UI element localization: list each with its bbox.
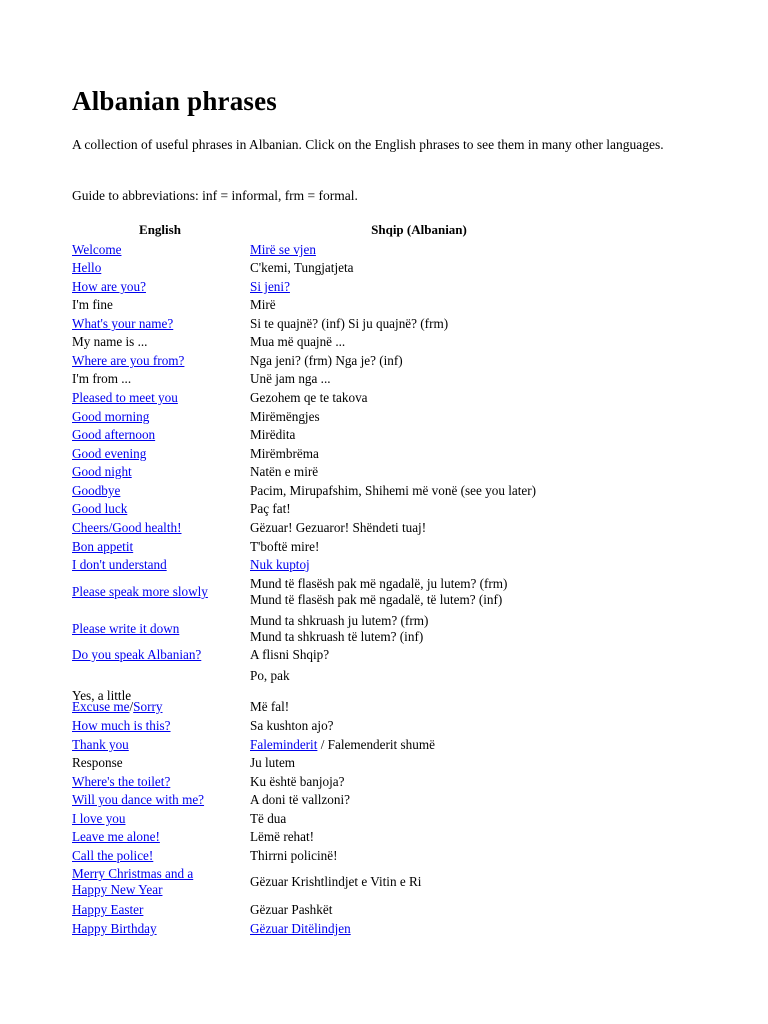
table-row: [72, 426, 672, 444]
english-phrase-text: Yes, a little: [72, 688, 132, 703]
albanian-phrase-cell: [250, 717, 670, 735]
english-phrase-cell: [72, 736, 248, 754]
table-row: [72, 920, 672, 938]
english-phrase-cell: [72, 463, 248, 481]
albanian-phrase-cell: [250, 575, 670, 609]
table-row: [72, 810, 672, 828]
albanian-phrase-cell: [250, 389, 670, 407]
albanian-phrase-text: Pacim, Mirupafshim, Shihemi më vonë (see you later): [250, 483, 537, 498]
english-phrase-link[interactable]: Goodbye: [72, 483, 121, 498]
table-row: [72, 754, 672, 772]
table-row: [72, 901, 672, 919]
albanian-phrase-cell: [250, 500, 670, 518]
albanian-phrase-text: A doni të vallzoni?: [250, 792, 350, 807]
albanian-phrase-text: Paç fat!: [250, 501, 291, 516]
albanian-phrase-text: Mirëmëngjes: [250, 409, 320, 424]
albanian-phrase-text: Mund ta shkruash ju lutem? (frm): [250, 613, 429, 628]
albanian-phrase-cell: [250, 259, 670, 277]
table-row: [72, 866, 672, 898]
english-phrase-link[interactable]: I don't understand: [72, 557, 167, 572]
albanian-phrase-cell: [250, 828, 670, 846]
english-phrase-cell: [72, 646, 248, 664]
english-phrase-link[interactable]: Do you speak Albanian?: [72, 647, 202, 662]
english-phrase-cell: [72, 810, 248, 828]
english-phrase-link[interactable]: How are you?: [72, 279, 146, 294]
english-phrase-cell: [72, 408, 248, 426]
albanian-phrase-text: Gezohem qe te takova: [250, 390, 368, 405]
english-phrase-cell: [72, 828, 248, 846]
english-phrase-link[interactable]: What's your name?: [72, 316, 174, 331]
english-phrase-cell: [72, 296, 248, 314]
albanian-phrase-text: Mirëmbrëma: [250, 446, 319, 461]
albanian-phrase-link[interactable]: Si jeni?: [250, 279, 290, 294]
table-row: [72, 556, 672, 574]
albanian-phrase-text: Lëmë rehat!: [250, 829, 315, 844]
albanian-phrase-text: Ku është banjoja?: [250, 774, 345, 789]
english-phrase-link[interactable]: Leave me alone!: [72, 829, 160, 844]
table-row: [72, 847, 672, 865]
albanian-phrase-text: Po, pak: [250, 668, 290, 683]
english-phrase-link[interactable]: Excuse me: [72, 699, 130, 714]
albanian-phrase-cell: [250, 736, 670, 754]
english-phrase-link[interactable]: Where's the toilet?: [72, 774, 171, 789]
english-phrase-link[interactable]: Call the police!: [72, 848, 154, 863]
english-phrase-link[interactable]: Cheers/Good health!: [72, 520, 182, 535]
english-phrase-cell: [72, 426, 248, 444]
table-row: [72, 482, 672, 500]
albanian-phrase-text: Mirë: [250, 297, 276, 312]
albanian-phrase-text: Ju lutem: [250, 755, 296, 770]
albanian-phrase-cell: [250, 445, 670, 463]
albanian-phrase-cell: [250, 241, 670, 259]
english-phrase-link[interactable]: Pleased to meet you: [72, 390, 178, 405]
english-phrase-cell: [72, 241, 248, 259]
english-phrase-link[interactable]: Good afternoon: [72, 427, 156, 442]
albanian-phrase-cell: [250, 773, 670, 791]
albanian-phrase-text: / Falemenderit shumë: [317, 737, 435, 752]
table-row: [72, 259, 672, 277]
table-row: [72, 463, 672, 481]
english-phrase-cell: [72, 920, 248, 938]
english-phrase-cell: [72, 901, 248, 919]
english-phrase-link[interactable]: Where are you from?: [72, 353, 185, 368]
table-row: [72, 445, 672, 463]
english-phrase-link[interactable]: Good luck: [72, 501, 128, 516]
table-row: [72, 612, 672, 646]
albanian-phrase-cell: [250, 296, 670, 314]
english-phrase-text: /: [129, 699, 134, 714]
albanian-phrase-text: Më fal!: [250, 699, 290, 714]
english-phrase-link[interactable]: Thank you: [72, 737, 129, 752]
albanian-phrase-cell: [250, 847, 670, 865]
albanian-phrase-cell: [250, 791, 670, 809]
albanian-phrase-cell: [250, 278, 670, 296]
albanian-phrase-link[interactable]: Faleminderit: [250, 737, 318, 752]
table-row: [72, 278, 672, 296]
albanian-phrase-text: Mund të flasësh pak më ngadalë, ju lutem? (frm): [250, 576, 508, 591]
english-phrase-link[interactable]: Bon appetit: [72, 539, 134, 554]
albanian-phrase-cell: [250, 333, 670, 351]
english-phrase-link[interactable]: Good morning: [72, 409, 150, 424]
albanian-phrase-cell: [250, 920, 670, 938]
abbreviation-guide: Guide to abbreviations: inf = informal, frm = formal.: [72, 188, 358, 203]
table-row: [72, 389, 672, 407]
albanian-phrase-cell: [250, 810, 670, 828]
table-row: [72, 315, 672, 333]
english-phrase-link[interactable]: Please write it down: [72, 621, 180, 636]
english-phrase-link[interactable]: Happy Birthday: [72, 921, 157, 936]
albanian-phrase-cell: [250, 482, 670, 500]
english-phrase-text: My name is ...: [72, 334, 148, 349]
table-row: [72, 736, 672, 754]
albanian-phrase-cell: [250, 754, 670, 772]
albanian-phrase-text: A flisni Shqip?: [250, 647, 330, 662]
albanian-phrase-text: Gëzuar Krishtlindjet e Vitin e Ri: [250, 874, 422, 889]
english-phrase-link[interactable]: How much is this?: [72, 718, 171, 733]
table-row: [72, 500, 672, 518]
table-row: [72, 296, 672, 314]
intro-paragraph: A collection of useful phrases in Albanian. Click on the English phrases to see them in many other languages.: [72, 137, 664, 152]
albanian-phrase-text: Të dua: [250, 811, 287, 826]
english-phrase-cell: [72, 791, 248, 809]
albanian-phrase-cell: [250, 315, 670, 333]
albanian-phrase-text: Unë jam nga ...: [250, 371, 331, 386]
albanian-phrase-cell: [250, 352, 670, 370]
albanian-phrase-text: Gëzuar Pashkët: [250, 902, 333, 917]
english-phrase-text: I'm from ...: [72, 371, 132, 386]
albanian-phrase-text: Mund ta shkruash të lutem? (inf): [250, 629, 424, 644]
albanian-phrase-text: Natën e mirë: [250, 464, 319, 479]
albanian-phrase-cell: [250, 408, 670, 426]
albanian-phrase-cell: [250, 901, 670, 919]
english-phrase-text: I'm fine: [72, 297, 113, 312]
english-phrase-cell: [72, 847, 248, 865]
table-row: [72, 791, 672, 809]
albanian-phrase-text: Mund të flasësh pak më ngadalë, të lutem? (inf): [250, 592, 503, 607]
table-row: [72, 519, 672, 537]
english-phrase-cell: [72, 612, 248, 646]
albanian-phrase-text: Thirrni policinë!: [250, 848, 338, 863]
english-phrase-cell: [72, 352, 248, 370]
english-phrase-link[interactable]: I love you: [72, 811, 126, 826]
albanian-phrase-text: Gëzuar! Gezuaror! Shëndeti tuaj!: [250, 520, 427, 535]
albanian-phrase-text: Sa kushton ajo?: [250, 718, 334, 733]
table-row: [72, 352, 672, 370]
english-phrase-cell: [72, 556, 248, 574]
albanian-phrase-cell: [250, 646, 670, 664]
english-phrase-cell: [72, 575, 248, 609]
albanian-phrase-text: Mirëdita: [250, 427, 296, 442]
albanian-phrase-cell: [250, 463, 670, 481]
albanian-phrase-link[interactable]: Mirë se vjen: [250, 242, 316, 257]
english-phrase-link[interactable]: Will you dance with me?: [72, 792, 205, 807]
albanian-phrase-cell: [250, 866, 670, 898]
english-phrase-link[interactable]: Good night: [72, 464, 132, 479]
english-phrase-cell: [72, 278, 248, 296]
albanian-phrase-link[interactable]: Nuk kuptoj: [250, 557, 310, 572]
column-header-albanian: Shqip (Albanian): [371, 222, 467, 237]
english-phrase-cell: [72, 445, 248, 463]
english-phrase-link[interactable]: Please speak more slowly: [72, 584, 208, 599]
english-phrase-cell: [72, 538, 248, 556]
albanian-phrase-text: Nga jeni? (frm) Nga je? (inf): [250, 353, 403, 368]
table-row: [72, 538, 672, 556]
table-row: [72, 828, 672, 846]
english-phrase-text: Response: [72, 755, 123, 770]
table-row: [72, 717, 672, 735]
english-phrase-link[interactable]: Merry Christmas and a Happy New Year: [72, 866, 194, 897]
albanian-phrase-text: Mua më quajnë ...: [250, 334, 346, 349]
english-phrase-link[interactable]: Hello: [72, 260, 102, 275]
english-phrase-link[interactable]: Good evening: [72, 446, 147, 461]
table-row: [72, 646, 672, 664]
english-phrase-link[interactable]: Welcome: [72, 242, 122, 257]
english-phrase-cell: [72, 389, 248, 407]
albanian-phrase-cell: [250, 698, 670, 716]
albanian-phrase-cell: [250, 426, 670, 444]
english-phrase-cell: [72, 754, 248, 772]
albanian-phrase-cell: [250, 538, 670, 556]
table-row: [72, 333, 672, 351]
english-phrase-cell: [72, 717, 248, 735]
english-phrase-cell: [72, 773, 248, 791]
albanian-phrase-text: Si te quajnë? (inf) Si ju quajnë? (frm): [250, 316, 449, 331]
english-phrase-link[interactable]: Sorry: [133, 699, 163, 714]
english-phrase-cell: [72, 698, 248, 716]
english-phrase-cell: [72, 500, 248, 518]
english-phrase-cell: [72, 315, 248, 333]
column-header-english: English: [139, 222, 181, 237]
albanian-phrase-link[interactable]: Gëzuar Ditëlindjen: [250, 921, 351, 936]
albanian-phrase-cell: [250, 370, 670, 388]
english-phrase-cell: [72, 482, 248, 500]
albanian-phrase-text: T'boftë mire!: [250, 539, 320, 554]
albanian-phrase-text: C'kemi, Tungjatjeta: [250, 260, 354, 275]
table-row: [72, 241, 672, 259]
english-phrase-cell: [72, 370, 248, 388]
albanian-phrase-cell: [250, 612, 670, 646]
table-row: [72, 698, 672, 716]
english-phrase-link[interactable]: Happy Easter: [72, 902, 144, 917]
table-row: [72, 773, 672, 791]
english-phrase-cell: [72, 866, 248, 898]
table-row: [72, 370, 672, 388]
table-row: [72, 408, 672, 426]
english-phrase-cell: [72, 519, 248, 537]
english-phrase-cell: [72, 333, 248, 351]
albanian-phrase-cell: [250, 519, 670, 537]
page-title: Albanian phrases: [72, 86, 278, 116]
table-row: [72, 575, 672, 609]
english-phrase-cell: [72, 259, 248, 277]
albanian-phrase-cell: [250, 556, 670, 574]
